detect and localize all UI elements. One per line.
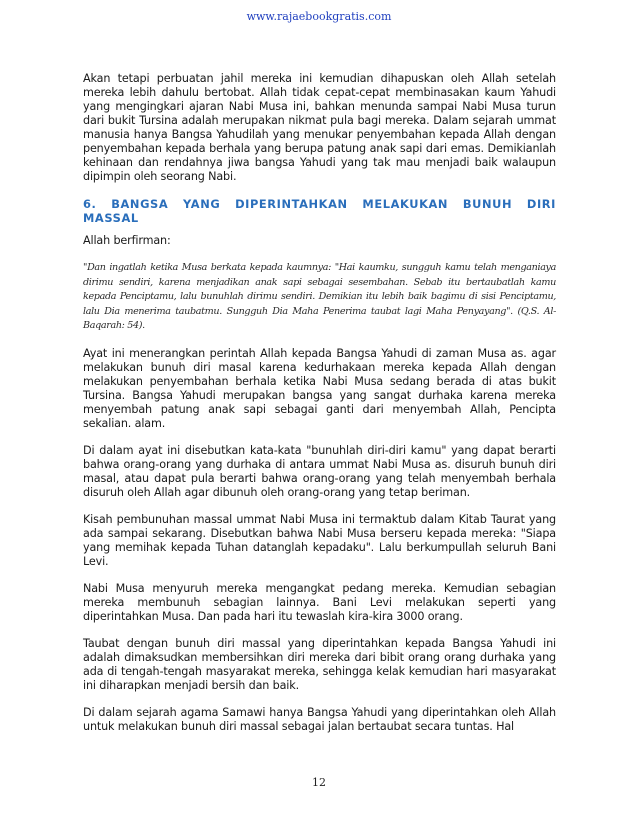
page-content (83, 72, 556, 747)
paragraph-1: Akan tetapi perbuatan jahil mereka ini kemudian dihapuskan oleh Allah setelah mereka lebih dahulu bertobat. Allah tidak cepat-cepat membinasakan kaum Yahudi yang mengingkari ajaran Nabi Musa ini, bahkan menunda sampai Nabi Musa turun dari bukit Tursina adalah merupakan nikmat pula bagi mereka. Dalam sejarah ummat manusia hanya Bangsa Yahudilah yang menukar penyembahan kepada Allah dengan penyembahan kepada berhala yang berupa patung anak sapi dari emas. Demikianlah kehinaan dan rendahnya jiwa bangsa Yahudi yang tak mau menjadi baik walaupun dipimpin oleh seorang Nabi. (83, 72, 556, 183)
paragraph-4: Kisah pembunuhan massal ummat Nabi Musa ini termaktub dalam Kitab Taurat yang ada sampai sekarang. Disebutkan bahwa Nabi Musa berseru kepada mereka: "Siapa yang memihak kepada Tuhan datanglah kepadaku". Lalu berkumpullah seluruh Bani Levi. (83, 512, 556, 568)
header-site-link[interactable]: www.rajaebookgratis.com (246, 10, 392, 23)
paragraph-7: Di dalam sejarah agama Samawi hanya Bangsa Yahudi yang diperintahkan oleh Allah untuk melakukan bunuh diri massal sebagai jalan bertaubat secara tuntas. Hal (83, 705, 556, 733)
paragraph-5: Nabi Musa menyuruh mereka mengangkat pedang mereka. Kemudian sebagian mereka membunuh sebagian lainnya. Bani Levi melakukan seperti yang diperintahkan Musa. Dan pada hari itu tewaslah kira-kira 3000 orang. (83, 581, 556, 623)
paragraph-2: Ayat ini menerangkan perintah Allah kepada Bangsa Yahudi di zaman Musa as. agar melakukan bunuh diri masal karena kedurhakaan mereka kepada Allah dengan melakukan penyembahan berhala ketika Nabi Musa sedang berada di atas bukit Tursina. Bangsa Yahudi merupakan bangsa yang sangat durhaka karena mereka menyembah patung anak sapi sebagai ganti dari menyembah Allah, Pencipta sekalian. alam. (83, 346, 556, 430)
section-heading: 6. BANGSA YANG DIPERINTAHKAN MELAKUKAN BUNUH DIRI MASSAL (83, 197, 556, 225)
paragraph-intro: Allah berfirman: (83, 234, 171, 247)
paragraph-6: Taubat dengan bunuh diri massal yang diperintahkan kepada Bangsa Yahudi ini adalah dimaksudkan membersihkan diri mereka dari bibit orang orang durhaka yang ada di tengah-tengah masyarakat mereka, sehingga kelak kemudian hari masyarakat ini diharapkan menjadi bersih dan baik. (83, 636, 556, 692)
paragraph-3: Di dalam ayat ini disebutkan kata-kata "bunuhlah diri-diri kamu" yang dapat berarti bahwa orang-orang yang durhaka di antara ummat Nabi Musa as. disuruh bunuh diri masal, atau dapat pula berarti bahwa orang-orang yang telah menyembah berhala disuruh oleh Allah agar dibunuh oleh orang-orang yang tetap beriman. (83, 443, 556, 499)
quran-quote: "Dan ingatlah ketika Musa berkata kepada kaumnya: "Hai kaumku, sungguh kamu telah menganiaya dirimu sendiri, karena menjadikan anak sapi sebagai sesembahan. Sebab itu bertaubatlah kamu kepada Penciptamu, lalu bunuhlah dirimu sendiri. Demikian itu lebih baik bagimu di sisi Penciptamu, lalu Dia menerima taubatmu. Sungguh Dia Maha Penerima taubat lagi Maha Penyayang". (Q.S. Al-Baqarah: 54). (83, 262, 556, 332)
page-number: 12 (312, 776, 326, 789)
